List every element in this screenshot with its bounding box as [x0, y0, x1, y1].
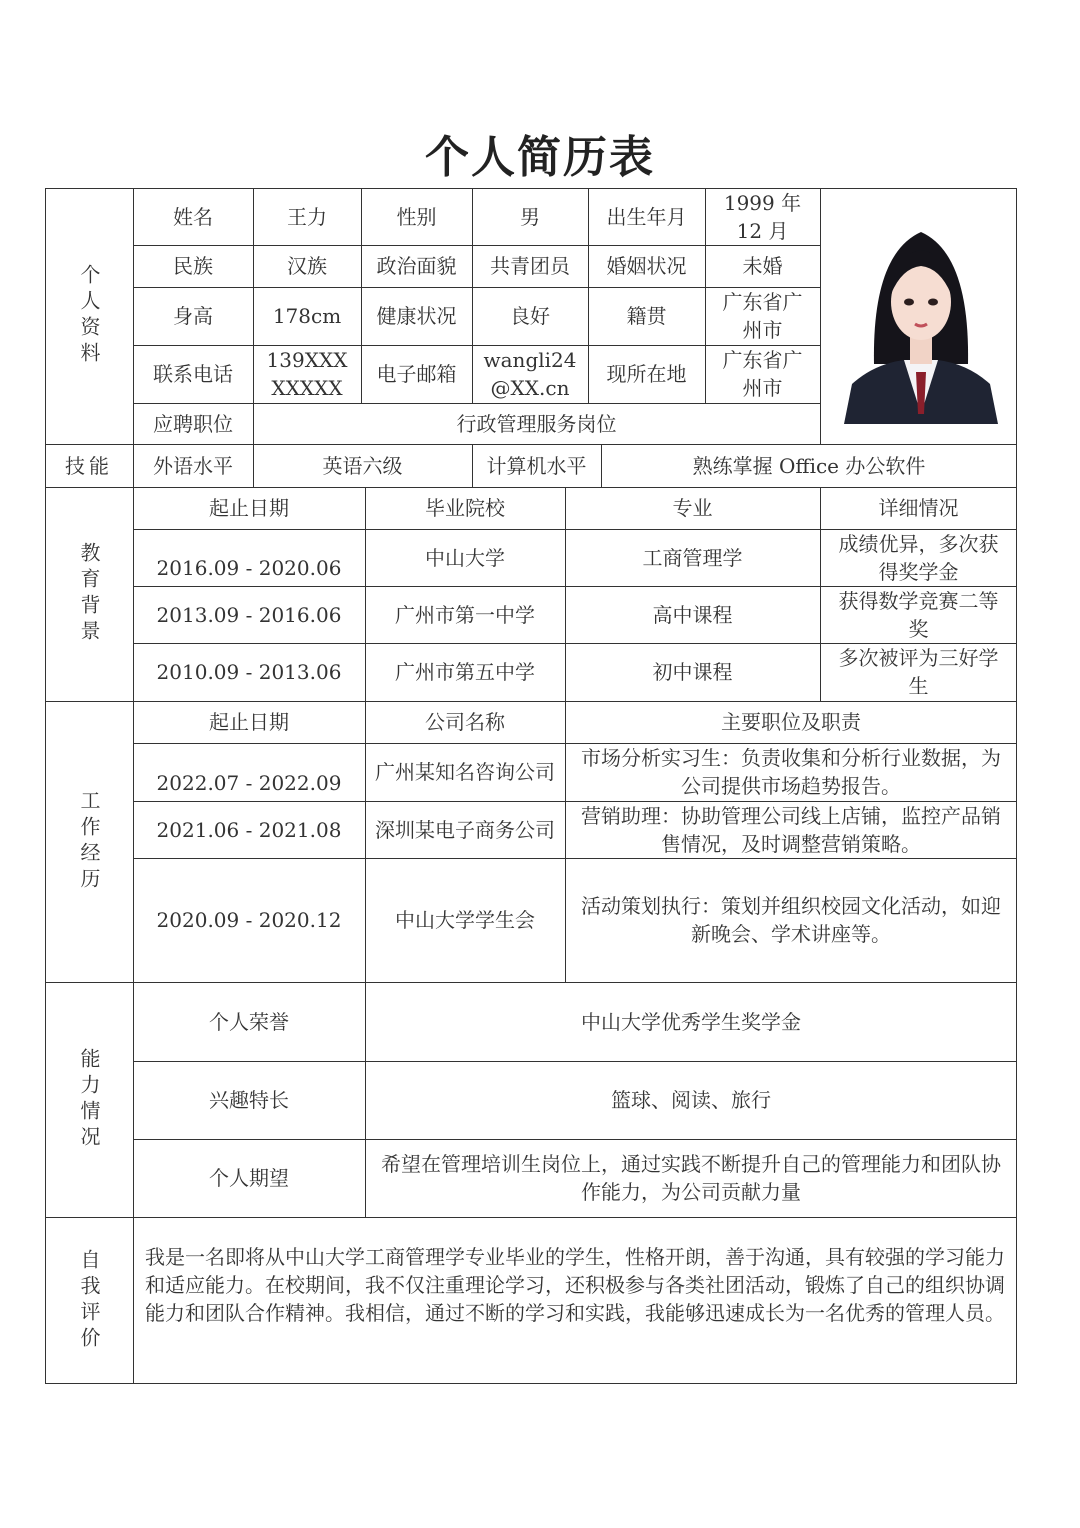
- work-company: 中山大学学生会: [395, 908, 535, 932]
- portrait-illustration: [844, 214, 998, 424]
- section-work: 工作经历: [77, 789, 101, 894]
- section-personal: 个人资料: [77, 264, 101, 368]
- section-skills: 技能: [65, 453, 113, 478]
- phone-value: 139XXXXXXXX: [266, 348, 348, 400]
- height-label: 身高: [173, 304, 213, 328]
- expect-value: 希望在管理培训生岗位上，通过实践不断提升自己的管理能力和团队协作能力，为公司贡献力量: [381, 1152, 1001, 1204]
- position-value: 行政管理服务岗位: [456, 411, 617, 436]
- edu-detail: 多次被评为三好学生: [838, 646, 999, 698]
- name-label: 姓名: [173, 204, 213, 229]
- health-value: 良好: [510, 304, 550, 328]
- edu-date: 2010.09 - 2013.06: [156, 660, 342, 684]
- edu-school: 广州市第五中学: [395, 660, 535, 684]
- gender-value: 男: [520, 204, 540, 229]
- email-value: wangli24@XX.cn: [483, 348, 577, 400]
- work-company: 广州某知名咨询公司: [375, 760, 555, 784]
- work-company: 深圳某电子商务公司: [375, 817, 555, 842]
- phone-label: 联系电话: [153, 362, 233, 386]
- lang-value: 英语六级: [322, 453, 403, 478]
- native-value: 广东省广州市: [722, 290, 803, 342]
- work-header-duty: 主要职位及职责: [721, 710, 861, 734]
- expect-label: 个人期望: [209, 1166, 289, 1190]
- marital-value: 未婚: [742, 254, 783, 278]
- name-value: 王力: [287, 204, 327, 229]
- politics-value: 共青团员: [490, 254, 570, 278]
- marital-label: 婚姻状况: [606, 254, 687, 278]
- edu-school: 广州市第一中学: [395, 602, 535, 627]
- edu-major: 高中课程: [652, 602, 733, 627]
- work-header-date: 起止日期: [209, 710, 289, 734]
- location-value: 广东省广州市: [722, 348, 803, 400]
- section-education: 教育背景: [77, 542, 101, 646]
- edu-header-date: 起止日期: [209, 496, 289, 520]
- honor-value: 中山大学优秀学生奖学金: [581, 1009, 801, 1034]
- grid-line: [820, 188, 821, 444]
- work-duty: 活动策划执行：策划并组织校园文化活动，如迎新晚会、学术讲座等。: [581, 894, 1001, 946]
- politics-label: 政治面貌: [376, 254, 457, 278]
- work-date: 2021.06 - 2021.08: [156, 817, 342, 842]
- height-value: 178cm: [272, 304, 342, 328]
- gender-label: 性别: [396, 204, 437, 229]
- edu-header-major: 专业: [672, 496, 713, 520]
- computer-value: 熟练掌握 Office 办公软件: [692, 453, 926, 478]
- work-duty: 市场分析实习生：负责收集和分析行业数据，为公司提供市场趋势报告。: [581, 746, 1001, 798]
- computer-label: 计算机水平: [486, 453, 587, 478]
- birth-label: 出生年月: [606, 204, 687, 229]
- edu-detail: 获得数学竞赛二等奖: [838, 588, 999, 641]
- health-label: 健康状况: [376, 304, 457, 328]
- work-header-company: 公司名称: [425, 710, 505, 734]
- hobby-label: 兴趣特长: [209, 1088, 289, 1112]
- work-duty: 营销助理：协助管理公司线上店铺，监控产品销售情况，及时调整营销策略。: [581, 803, 1001, 856]
- work-date: 2022.07 - 2022.09: [156, 771, 342, 795]
- edu-detail: 成绩优异，多次获得奖学金: [838, 531, 999, 584]
- ethnicity-label: 民族: [173, 254, 213, 278]
- lang-label: 外语水平: [153, 453, 233, 478]
- location-label: 现所在地: [606, 362, 687, 386]
- ethnicity-value: 汉族: [287, 254, 327, 278]
- edu-header-school: 毕业院校: [425, 496, 505, 520]
- edu-school: 中山大学: [425, 545, 505, 570]
- edu-major: 初中课程: [652, 660, 733, 684]
- self-eval-text: 我是一名即将从中山大学工商管理学专业毕业的学生，性格开朗，善于沟通，具有较强的学习能力和适应能力。在校期间，我不仅注重理论学习，还积极参与各类社团活动，锻炼了自己的组织协调能力和团队合作精神。我相信，通过不断的学习和实践，我能够迅速成长为一名优秀的管理人员。: [145, 1245, 1005, 1325]
- section-self-eval: 自我评价: [77, 1248, 101, 1353]
- profile-photo: [844, 214, 998, 424]
- edu-header-detail: 详细情况: [878, 496, 959, 520]
- page-title: 个人简历表: [425, 132, 655, 183]
- birth-value: 1999 年 12 月: [723, 190, 802, 243]
- section-ability: 能力情况: [77, 1047, 101, 1152]
- work-date: 2020.09 - 2020.12: [156, 908, 342, 932]
- edu-major: 工商管理学: [642, 545, 743, 570]
- edu-date: 2013.09 - 2016.06: [156, 602, 342, 627]
- edu-date: 2016.09 - 2020.06: [156, 556, 342, 580]
- position-label: 应聘职位: [153, 411, 233, 436]
- hobby-value: 篮球、阅读、旅行: [611, 1088, 771, 1112]
- honor-label: 个人荣誉: [209, 1009, 289, 1034]
- native-label: 籍贯: [626, 304, 667, 328]
- email-label: 电子邮箱: [376, 362, 457, 386]
